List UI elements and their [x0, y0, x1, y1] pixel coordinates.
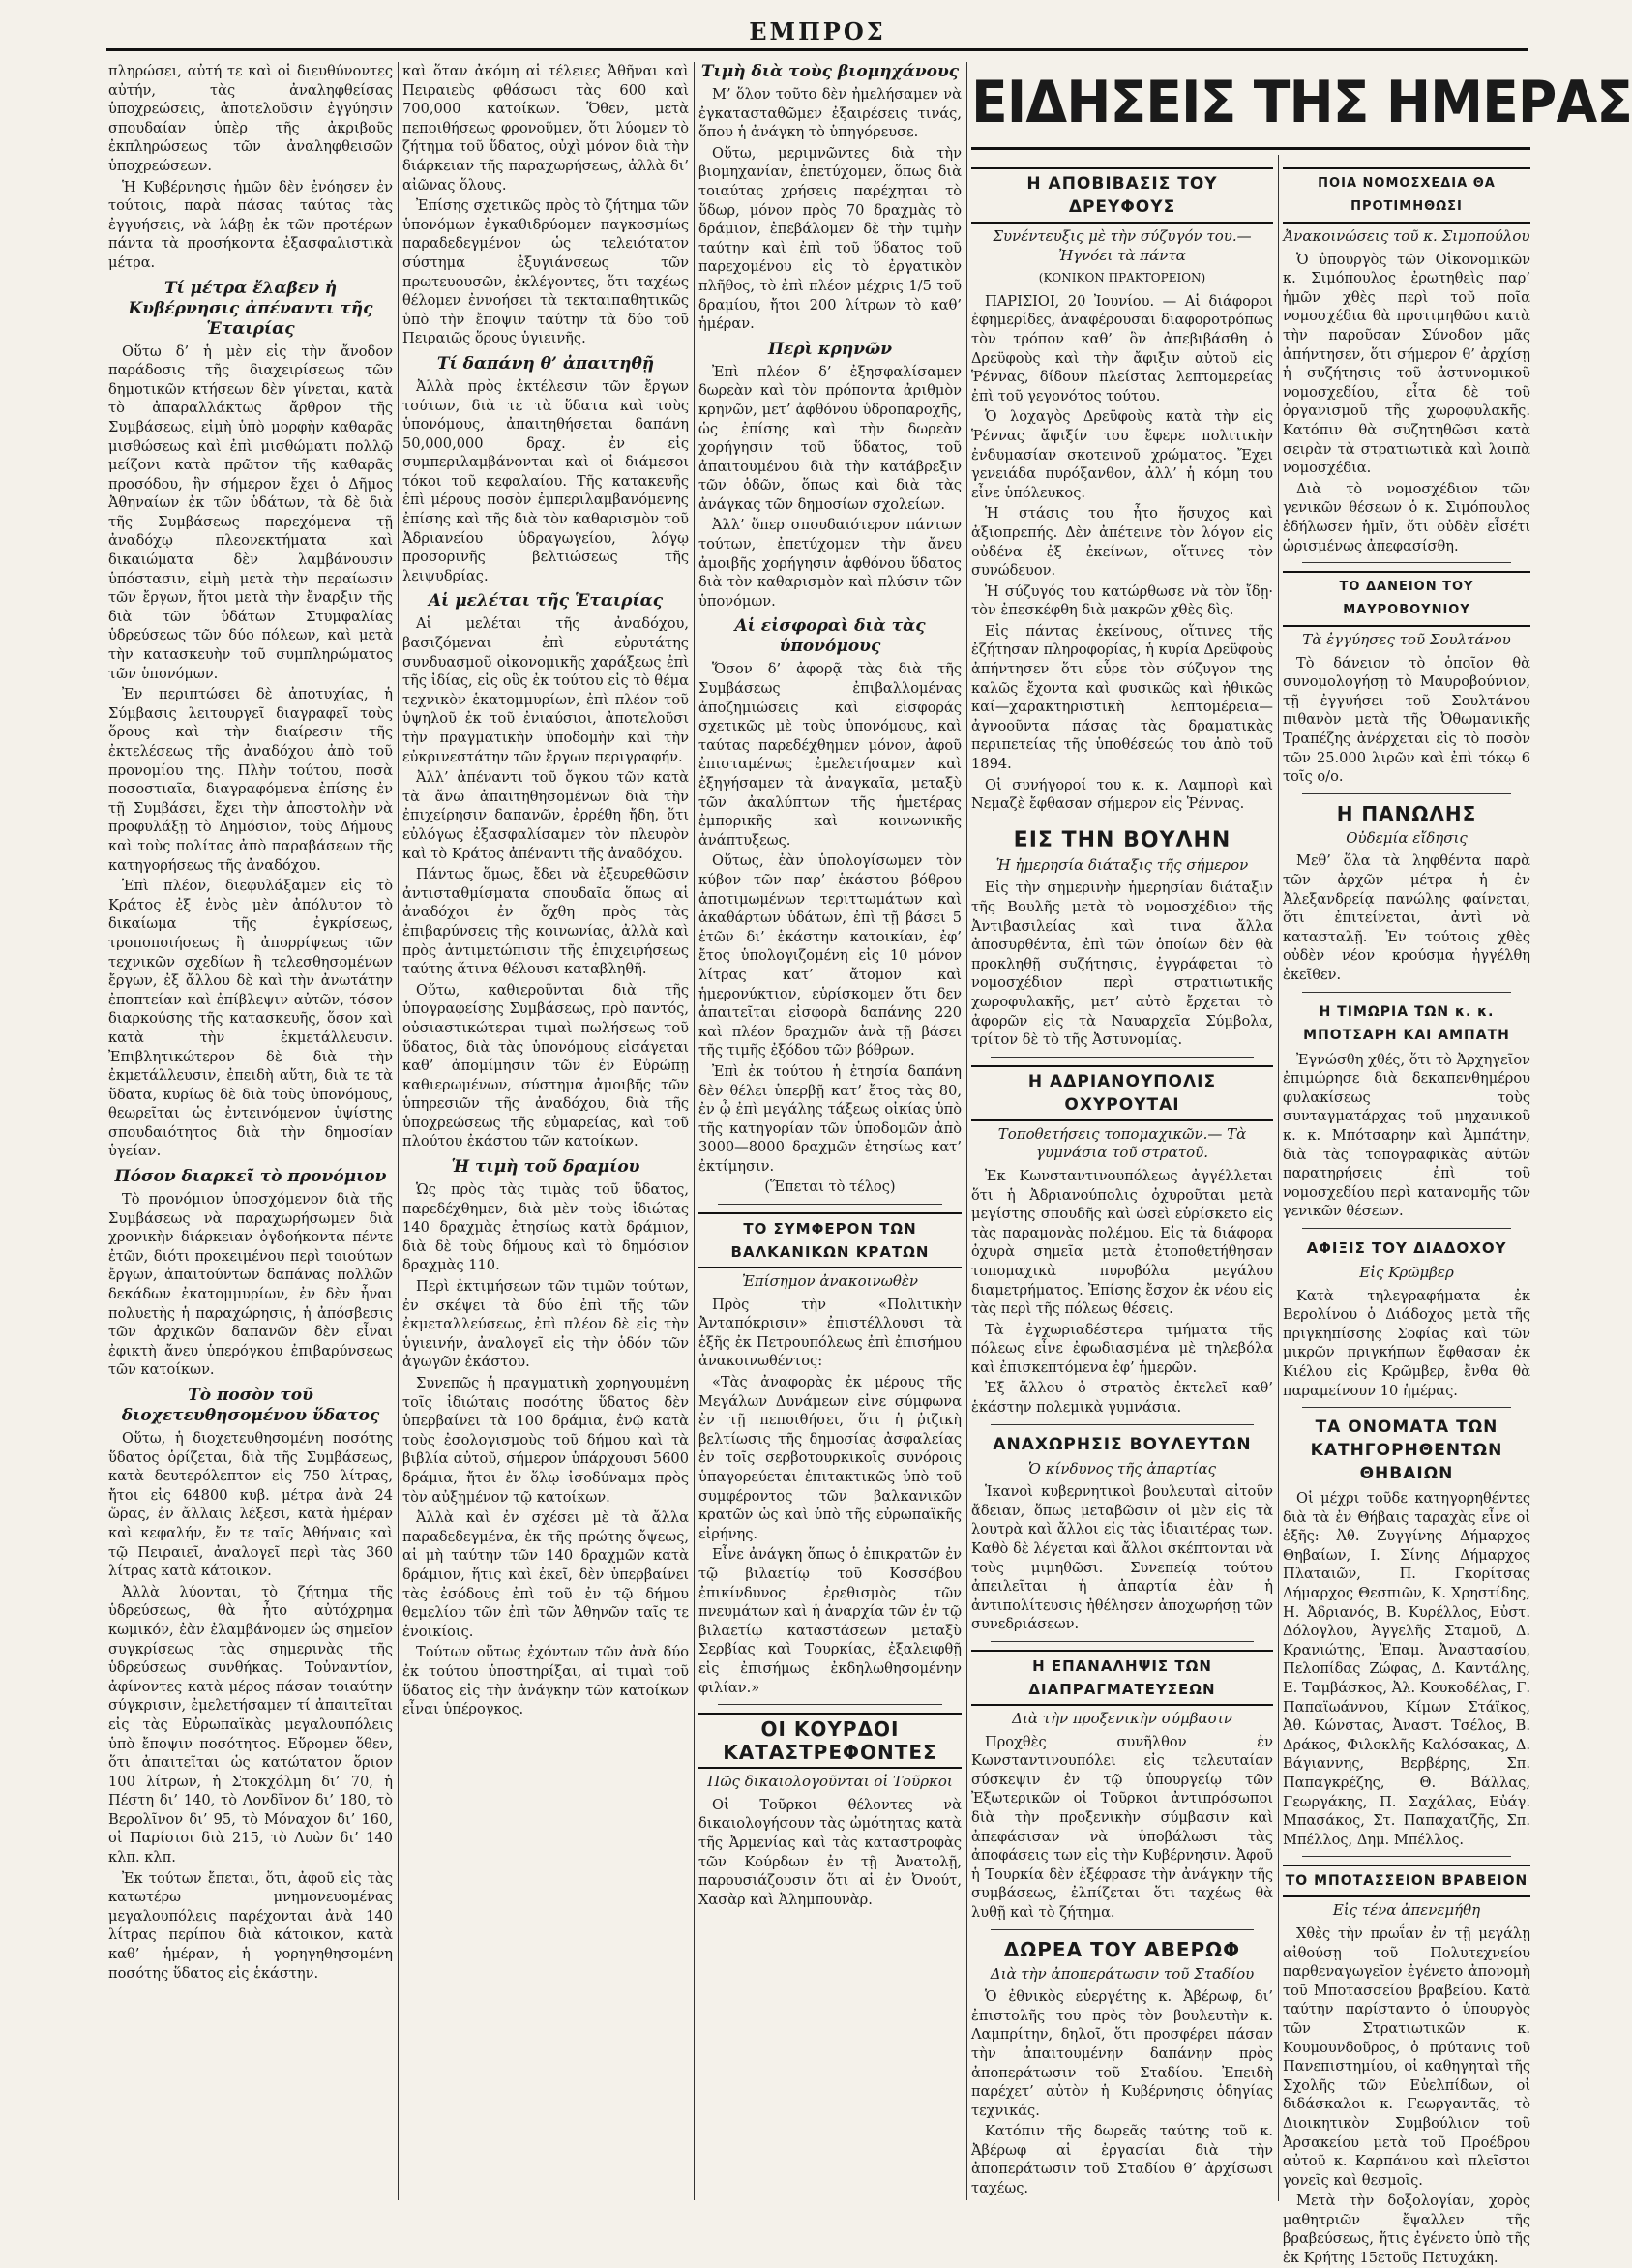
- article-source: (ΚΟΝΙΚΟΝ ΠΡΑΚΤΟΡΕΙΟΝ): [1038, 271, 1206, 285]
- article-subtitle: Ὁ κίνδυνος τῆς ἀπαρτίας: [1027, 1459, 1217, 1477]
- article-title: ΕΙΣ ΤΗΝ ΒΟΥΛΗΝ: [1013, 827, 1231, 852]
- paragraph: Ἀλλ’ ἀπέναντι τοῦ ὄγκου τῶν κατὰ τὰ ἄνω ἀπαιτηθησομένων διὰ τὴν ἐπιχείρησιν δαπανῶν, ἐρρέθη ἤδη, ὅτι εὐλόγως ἐξασφαλίσαμεν τὸν πλευρὸν καὶ τὸ Κράτος ἀπέναντι τῆς ἀναδόχου.: [402, 769, 689, 862]
- article-title: ΔΩΡΕΑ ΤΟΥ ΑΒΕΡΩΦ: [1003, 1937, 1241, 1961]
- paragraph: Εἶνε ἀνάγκη ὅπως ὁ ἐπικρατῶν ἐν τῷ βιλαετίῳ τοῦ Κοσσόβου ἐπικίνδυνος ἐρεθισμὸς τῶν πνευμάτων καὶ ἡ ἀναρχία τῶν ἐν τῷ βιλαετίῳ καταστάσεων μεταξὺ Σερβίας καὶ Τουρκίας, ἐξαλειφθῇ εἰς ἐπισήμως ἐκδηλωθησομένην φιλίαν.»: [698, 1546, 962, 1696]
- section-heading: Αἱ εἰσφοραὶ διὰ τὰς ὑπονόμους: [734, 616, 926, 657]
- paragraph: Ἐπὶ πλέον, διεφυλάξαμεν εἰς τὸ Κράτος ἐξ ἑνὸς μὲν ἀπόλυτον τὸ δικαίωμα τῆς ἐγκρίσεως, τροποποιήσεως ἢ ἀπορρίψεως τῶν τεχνικῶν σχεδίων ἢ τελεσθησομένων ἔργων, ἐξ ἄλλου δὲ καὶ τὴν ἀνωτάτην ἐποπτείαν καὶ ἐπίβλεψιν αὐτῶν, τόσον διαρκούσης τῆς κατασκευῆς, ὅσον καὶ κατὰ τὴν ἐκμετάλλευσιν. Ἐπιβλητικώτερον δὲ διὰ τὴν ἐκμετάλλευσιν, ἐπειδὴ αὕτη, διὰ τε τὰ ὕδατα, κυρίως δὲ διὰ τοὺς ὑπονόμους, θεωρεῖται ὡς ἐντεινόμενον ὑψίστης σπουδαιότητος διὰ τὴν δημοσίαν ὑγείαν.: [108, 878, 393, 1160]
- paragraph: Ὅσον δ’ ἀφορᾷ τὰς διὰ τῆς Συμβάσεως ἐπιβαλλομένας ἀποζημιώσεις καὶ εἰσφοράς σχετικῶς μὲ τοὺς ὑπονόμους, καὶ ταύτας παρεδέχθημεν μόνον, ἀφοῦ ἐπισταμένως ἐμελετήσαμεν καὶ ἐξηγήσαμεν τὰ ἀναγκαῖα, μεταξὺ τῶν ἀκαλύπτων τῆς ἡμετέρας ἐμπορικῆς καὶ κοινωνικῆς ἀνάπτυξεως.: [698, 661, 962, 849]
- divider: [1302, 1228, 1511, 1229]
- newspaper-name: ΕΜΠΡΟΣ: [749, 17, 886, 45]
- article-title: ΤΑ ΟΝΟΜΑΤΑ ΤΩΝ ΚΑΤΗΓΟΡΗΘΕΝΤΩΝ ΘΗΒΑΙΩΝ: [1310, 1418, 1503, 1484]
- paragraph: Ὁ ὑπουργὸς τῶν Οἰκονομικῶν κ. Σιμόπουλος ἐρωτηθεὶς παρ’ ἡμῶν χθὲς περὶ τοῦ ποῖα νομοσχέδια θὰ προτιμηθῶσι κατὰ τὴν παροῦσαν Σύνοδον μᾶς ἀπήντησεν, ὅτι σήμερον θ’ ἀρχίσῃ ἡ συζήτησις τοῦ ἀστυνομικοῦ νομοσχεδίου, εἶτα δὲ τοῦ ὀργανισμοῦ τῆς χωροφυλακῆς. Κατόπιν θὰ συζητηθῶσι κατὰ σειρὰν τὰ στρατιωτικὰ καὶ λοιπὰ νομοσχέδια.: [1283, 251, 1530, 477]
- column-1: [108, 62, 393, 2200]
- continued-note: (Ἕπεται τὸ τέλος): [764, 1179, 896, 1196]
- column-4: [971, 160, 1273, 2201]
- article-subtitle: Διὰ τὴν προξενικὴν σύμβασιν: [1012, 1710, 1232, 1727]
- article-title: Η ΤΙΜΩΡΙΑ ΤΩΝ κ. κ. ΜΠΟΤΣΑΡΗ ΚΑΙ ΑΜΠΑΤΗ: [1303, 1003, 1510, 1043]
- paragraph: Ἀλλὰ πρὸς ἐκτέλεσιν τῶν ἔργων τούτων, διὰ τε τὰ ὕδατα καὶ τοὺς ὑπονόμους, ἀπαιτηθήσεται δαπάνη 50,000,000 δραχ. ἐν εἰς συμπεριλαμβάνονται καὶ οἱ διάμεσοι τόκοι τοῦ κεφαλαίου. Τῆς κατακευῆς ἐπὶ μέρους ποσὸν ἐμπεριλαμβανόμενης ἐπίσης καὶ τῆς διὰ τὸν καθαρισμὸν τοῦ Ἀδριανείου ὑδραγωγείου, λόγῳ προσορινῆς βελτιώσεως τῆς λειψυδρίας.: [402, 377, 689, 584]
- paragraph: Οἱ μέχρι τοῦδε κατηγορηθέντες διὰ τὰ ἐν Θήβαις ταραχὰς εἶνε οἱ ἑξῆς: Ἀθ. Ζυγγίνης Δήμαρχος Θηβαίων, Ι. Σίνης Δήμαρχος Πλαταιῶν, Π. Γκορίτσας Δήμαρχος Θεσπιῶν, Κ. Χρηστίδης, Η. Ἀδριανός, Β. Κυρέλλος, Εὐστ. Δόλογλου, Ἀγγελῆς Σταμοῦ, Δ. Κρανιώτης, Ἐπαμ. Ἀναστασίου, Πελοπίδας Ζώφας, Δ. Καντάλης, Ε. Ταμβάσκος, Ἀλ. Κουκοδέλας, Γ. Παπαϊωάννου, Κίμων Στάϊκος, Ἀθ. Κώνστας, Ἀναστ. Τσέλος, Β. Δράκος, Φιλοκλῆς Καλόσακας, Δ. Βάγιαννης, Βερβέρης, Σπ. Παπαγκρέζης, Θ. Βάλλας, Γεωργάκης, Π. Σαχάλας, Εὐάγ. Μπασάκος, Στ. Παπαχατζῆς, Σπ. Μπέλλος, Δημ. Μπέλλος.: [1283, 1490, 1530, 1848]
- paragraph: Ἐξ ἄλλου ὁ στρατὸς ἐκτελεῖ καθ’ ἑκάστην πολεμικὰ γυμνάσια.: [971, 1380, 1273, 1417]
- article-title: ΤΟ ΔΑΝΕΙΟΝ ΤΟΥ ΜΑΥΡΟΒΟΥΝΙΟΥ: [1283, 571, 1530, 627]
- divider: [1302, 793, 1511, 794]
- article-title: ΤΟ ΣΥΜΦΕΡΟΝ ΤΩΝ ΒΑΛΚΑΝΙΚΩΝ ΚΡΑΤΩΝ: [698, 1212, 962, 1268]
- paragraph: Χθὲς τὴν πρωΐαν ἐν τῇ μεγάλῃ αἰθούσῃ τοῦ Πολυτεχνείου παρθεναγωγεῖον ἐγένετο ἀπονομὴ τοῦ Μποτασσείου βραβείου. Κατὰ ταύτην παρίσταντο ὁ ὑπουργὸς τῶν Στρατιωτικῶν κ. Κουμουνδοῦρος, ὁ πρύτανις τοῦ Πανεπιστημίου, οἱ καθηγηταὶ τῆς Σχολῆς τῶν Εὐελπίδων, οἱ διδάσκαλοι κ. Γεωργαντᾶς, τὸ Διοικητικὸν Συμβούλιον τοῦ Ἀρσακείου μετὰ τοῦ Προέδρου αὐτοῦ κ. Καρπάνου καὶ πλεῖστοι γονεῖς καὶ θεσμοῖς.: [1283, 1925, 1530, 2189]
- paragraph: Πάντως ὅμως, ἔδει νὰ ἐξευρεθῶσιν ἀντισταθμίσματα σπουδαῖα ὅπως αἱ ἀναδόχοι ἐν ὄχθη πρὸς τὰς ἐπιβαρύνσεις τῆς κοινωνίας, ἀλλὰ καὶ πρὸς ἀντιμετώπισιν τῆς ἐπιχειρήσεως ταύτης ἅτινα θέλουσι καταβληθῆ.: [402, 866, 689, 978]
- divider: [991, 1641, 1254, 1642]
- article-subtitle: Τοποθετήσεις τοπομαχικῶν.— Τὰ γυμνάσια τοῦ στρατοῦ.: [997, 1124, 1247, 1162]
- paragraph: Ἐν περιπτώσει δὲ ἀποτυχίας, ἡ Σύμβασις λειτουργεῖ διαγραφεῖ τοὺς ὅρους καὶ τὴν διαίρεσιν τῆς ἐκτελέσεως τῆς ἀναδόχου ἀπὸ τοῦ προνομίου της. Πλὴν τούτου, ποσὰ ποσοστιαῖα, διαγραφόμενα ἐπίσης ἐν τῇ Συμβάσει, ἔχει τὴν ἀποστολὴν νὰ προφυλάξῃ τὸ Δημόσιον, τοὺς Δήμους καὶ τοὺς πολίτας ἀπὸ παραβάσεων τῆς κατηγορήσεως τῆς ἀναδόχου.: [108, 686, 393, 874]
- divider: [718, 1204, 942, 1205]
- divider: [991, 1057, 1254, 1058]
- paragraph: Προχθὲς συνῆλθον ἐν Κωνσταντινουπόλει εἰς τελευταίαν σύσκεψιν ἐν τῷ ὑπουργείῳ τῶν Ἐξωτερικῶν οἱ Τοῦρκοι ἀντιπρόσωποι διὰ τὴν προξενικὴν σύμβασιν καὶ ἀπεφάσισαν νὰ ὑποβάλωσι τὰς ἀποφάσεις των εἰς τὴν Κυβέρνησιν. Ἀφοῦ ἡ Τουρκία δὲν ἐξέφρασε τὴν ἀνάγκην τῆς συμβάσεως, ἐλπίζεται ὅτι ταχέως θὰ λυθῇ καὶ τὸ ζήτημα.: [971, 1733, 1273, 1921]
- article-subtitle: Πῶς δικαιολογοῦνται οἱ Τοῦρκοι: [707, 1773, 953, 1791]
- paragraph: Τὸ προνόμιον ὑποσχόμενον διὰ τῆς Συμβάσεως νὰ παραχωρήσωμεν διὰ χρονικὴν διάρκειαν ὀγδοήκοντα πέντε ἐτῶν, διότι προκειμένου περὶ τοιούτων ἔργων, ἀπαιτούντων δαπάνας πολλῶν δεκάδων ἐκατομμυρίων, ἐν δὲν ἦναι πολυετὴς ἡ παραχώρησις, ἡ ἀπόσβεσις τῶν ἀρχικῶν δαπανῶν δὲν εἶναι ἐφικτὴ ἄνευ ὑπερόγκου ἐπιβαρύνσεως τῶν κατοίκων.: [108, 1191, 393, 1379]
- article-title: Η ΠΑΝΩΛΗΣ: [1336, 801, 1477, 825]
- paragraph: Οὕτως, ἐὰν ὑπολογίσωμεν τὸν κύβον τῶν παρ’ ἑκάστου βόθρου ἀποτιμωμένων τεριττωμάτων καὶ ἀκαθάρτων ὑδάτων, ἐπὶ τῇ βάσει 5 ἑτῶν δι’ ἑκάστην κατοικίαν, ἐφ’ ἔτος ὑπολογιζομένη εἰς 10 μόνον λίτρας κατ’ ἄτομον καὶ ἡμερονύκτιον, εὑρίσκομεν ὅτι δεν ἀπαιτεῖται εἰσφορὰ δαπάνης 220 καὶ πλέον δραχμῶν ἀνὰ τῇ βάσει τῆς τιμῆς ἐξόδου τῶν βόθρων.: [698, 852, 962, 1059]
- section-heading: Πόσον διαρκεῖ τὸ προνόμιον: [114, 1167, 387, 1187]
- paragraph: Ἀλλ’ ὅπερ σπουδαιότερον πάντων τούτων, ἐπετύχομεν τὴν ἄνευ ἀμοιβῆς χορήγησιν ἀφθόνου ὕδατος διὰ τὸν καθαρισμὸν καὶ πλύσιν τῶν ὑπονόμων.: [698, 517, 962, 610]
- section-heading: Τί δαπάνη θ’ ἀπαιτηθῇ: [436, 353, 655, 373]
- paragraph: Οἱ Τοῦρκοι θέλοντες νὰ δικαιολογήσουν τὰς ὠμότητας κατὰ τῆς Ἀρμενίας καὶ τὰς καταστροφὰς τῶν Κούρδων ἐν τῇ Ἀνατολῇ, παρουσιάζουσιν ὅτι αἱ ἐν Ὀνούτ, Χασὰρ καὶ Ἀλημπουνὰρ.: [698, 1796, 962, 1908]
- paragraph: Ἱκανοὶ κυβερνητικοὶ βουλευταὶ αἰτοῦν ἄδειαν, ὅπως μεταβῶσιν οἱ μὲν εἰς τὰ λουτρὰ καὶ ἄλλοι εἰς τὰς ἰδιαιτέρας των. Καθὸ δὲ λέγεται καὶ ἄλλοι σκέπτονται νὰ τοὺς μιμηθῶσι. Συνεπείᾳ τούτου ἀπειλεῖται ἡ ἀπαρτία ἐὰν ἡ ἀντιπολίτευσις ἠθέλησεν ἀποχωρήσῃ τῶν συνεδριάσεων.: [971, 1483, 1273, 1633]
- paragraph: Κατόπιν τῆς δωρεᾶς ταύτης τοῦ κ. Ἀβέρωφ αἱ ἐργασίαι διὰ τὴν ἀποπεράτωσιν τοῦ Σταδίου θ’ ἀρχίσωσι ταχέως.: [971, 2123, 1273, 2197]
- article-subtitle: Εἰς τένα ἀπενεμήθη: [1332, 1901, 1481, 1920]
- column-divider: [966, 62, 967, 2200]
- paragraph: Τούτων οὕτως ἐχόντων τῶν ἀνὰ δύο ἐκ τούτου ὑποστηρίξαι, αἱ τιμαὶ τοῦ ὕδατος εἰς τὴν ἀνάγκην τῶν κατοίκων εἶναι ὑπέρογκος.: [402, 1644, 689, 1718]
- article-subtitle: Εἰς Κρῶμβερ: [1359, 1263, 1454, 1281]
- section-heading: Αἱ μελέται τῆς Ἑταιρίας: [428, 591, 664, 612]
- paragraph: «Τὰς ἀναφορὰς ἐκ μέρους τῆς Μεγάλων Δυνάμεων εἰνε σύμφωνα ἐν τῇ πεποιθήσει, ὅτι ἡ ῥιζικὴ βελτίωσις τῆς δημοσίας ἀσφαλείας ἐν τοῖς σερβοτουρκικοῖς συνόροις ὑπαγορεύεται ἐπιτακτικῶς ὑπὸ τοῦ συμφέροντος τῶν βαλκανικῶν κρατῶν ὡς καὶ ὑπὸ τῆς εὐρωπαϊκῆς εἰρήνης.: [698, 1374, 962, 1542]
- article-subtitle: Ἀνακοινώσεις τοῦ κ. Σιμοπούλου: [1283, 227, 1530, 245]
- paragraph: Ἐγνώσθη χθές, ὅτι τὸ Ἀρχηγεῖον ἐπιμώρησε διὰ δεκαπενθημέρου φυλακίσεως τοὺς συνταγματάρχας τοῦ μηχανικοῦ κ. κ. Μπότσαρην καὶ Ἀμπάτην, διὰ τὰς τοπογραφικὰς αὐτῶν παρατηρήσεις ἐπὶ τοῦ νομοσχεδίου περὶ κατανομῆς τῶν γενικῶν θέσεων.: [1283, 1051, 1530, 1220]
- paragraph: Ἐκ τούτων ἔπεται, ὅτι, ἀφοῦ εἰς τὰς κατωτέρω μνημονευομένας μεγαλουπόλεις παρέχονται ἀνὰ 140 λίτρας περίπου διὰ κάτοικον, κατὰ καθ’ ἡμέραν, ἡ γορηγηθησομένη ποσότης ὕδατος εἰς ἑκάστην.: [108, 1869, 393, 1982]
- paragraph: Αἱ μελέται τῆς ἀναδόχου, βασιζόμεναι ἐπὶ εὐρυτάτης συνδυασμοῦ οἰκονομικῆς χαράξεως ἐπὶ τῆς ἰδίας, εἰς οὓς ἐκ τούτου εἰς τὸ θέμα τεχνικὸν ἑκατομμυρίων, ἐπὶ πλέον τοῦ ὑψηλοῦ ἐκ τοῦ ἐνιαύσιοι, ἀποτελοῦσι τὴν πραγματικὴν ὑποδομὴν καὶ τὴν εὐκρινεστάτην τῶν ἔργων περιγραφήν.: [402, 615, 689, 765]
- paragraph: Πρὸς τὴν «Πολιτικὴν Ἀνταπόκρισιν» ἐπιστέλλουσι τὰ ἑξῆς ἐκ Πετρουπόλεως ἐπὶ ἐπισήμου ἀνακοινωθέντος:: [698, 1296, 962, 1370]
- paragraph: Ὡς πρὸς τὰς τιμὰς τοῦ ὕδατος, παρεδέχθημεν, διὰ μὲν τοὺς ἰδιώτας 140 δραχμὰς ἐτησίως κατὰ δράμιον, διὰ δὲ τοὺς δήμους καὶ τὸ δημόσιον δραχμὰς 110.: [402, 1181, 689, 1274]
- divider: [1302, 992, 1511, 993]
- article-title: ΑΦΙΞΙΣ ΤΟΥ ΔΙΑΔΟΧΟΥ: [1306, 1238, 1507, 1257]
- paragraph: Εἰς πάντας ἐκείνους, οἵτινες τῆς ἐζήτησαν πληροφορίας, ἡ κυρία Δρεϋφοὺς ἀπήντησεν ὅτι εὗρε τὸν σύζυγον της καλῶς ἔχοντα καὶ φυσικῶς καὶ ἠθικῶς καί—χαρακτηριστικὴ λεπτομέρεια—ἀγνοοῦντα πάσας τὰς δραματικὰς περιπετείας τῆς ὑποθέσεώς του ἀπὸ τοῦ 1894.: [971, 622, 1273, 773]
- paragraph: Ὁ λοχαγὸς Δρεϋφοὺς κατὰ τὴν εἰς Ῥέννας ἄφιξίν του ἔφερε πολιτικὴν ἐνδυμασίαν σκοτεινοῦ χρώματος. Ἔχει γενειάδα πυρόξανθον, ἀλλ’ ἡ κόμη του εἶνε ὑπόλευκος.: [971, 408, 1273, 501]
- article-title: ΟΙ ΚΟΥΡΔΟΙ ΚΑΤΑΣΤΡΕΦΟΝΤΕΣ: [698, 1713, 962, 1769]
- paragraph: Ἡ Κυβέρνησις ἡμῶν δὲν ἐνόησεν ἐν τούτοις, παρὰ πάσας ταύτας τὰς ἐγγυήσεις, νὰ λάβῃ ἐκ τῶν προτέρων πάντα τὰ προσήκοντα ἐξασφαλιστικὰ μέτρα.: [108, 178, 393, 271]
- section-heading: Περὶ κρηνῶν: [767, 339, 893, 359]
- paragraph: Συνεπῶς ἡ πραγματικὴ χορηγουμένη τοῖς ἰδιώταις ποσότης ὕδατος δὲν ὑπερβαίνει τὰ 100 δράμια, ἐνῷ κατὰ τοὺς ἐσολογισμοὺς τοῦ δήμου καὶ τὰ βιβλία αὐτοῦ, σήμερον ὑπάρχουσι 5600 δράμια, ἤτοι ἐν ὅλῳ ἰσοδύναμα πρὸς τὸν αὐξημένον τῷ κατοίκων.: [402, 1375, 689, 1506]
- paragraph: Μετὰ τὴν δοξολογίαν, χορὸς μαθητριῶν ἔψαλλεν τῆς βραβεύσεως, ἥτις ἐγένετο ὑπὸ τῆς ἐκ Κρήτης 15ετοῦς Πετυχάκη.: [1283, 2193, 1530, 2267]
- paragraph: Ἐπίσης σχετικῶς πρὸς τὸ ζήτημα τῶν ὑπονόμων ἐγκαθιδρύομεν παγκοσμίως παραδεδεγμένον ὡς τελειότατον σύστημα ἐξυγιάνσεως τῶν πρωτευουσῶν, ἐκλέγοντες, ὅτι ταχέως θέλομεν ἐννοήσει τὰ τεκταιπαθητικῶς ὑπὸ τὴν ἔποψιν ταύτην τὰ δύο τοῦ Πειραιῶς ὅρους ὑγιεινῆς.: [402, 197, 689, 347]
- paragraph: Ὁ ἐθνικὸς εὐεργέτης κ. Ἀβέρωφ, δι’ ἐπιστολῆς του πρὸς τὸν βουλευτὴν κ. Λαμπρίτην, δηλοῖ, ὅτι προσφέρει πάσαν τὴν ἀπαιτουμένην δαπάνην πρὸς ἀποπεράτωσιν τοῦ Σταδίου. Ἐπειδὴ παρέχετ’ αὐτὸν ἡ Κυβέρνησις ὁδηγίας τεχνικάς.: [971, 1988, 1273, 2119]
- divider: [1302, 1407, 1511, 1408]
- column-divider: [1278, 155, 1279, 2201]
- section-heading: Τὸ ποσὸν τοῦ διοχετευθησομένου ὕδατος: [121, 1386, 380, 1425]
- paragraph: Περὶ ἐκτιμήσεων τῶν τιμῶν τούτων, ἐν σκέψει τὰ δύο ἐπὶ τῆς τῶν ἐκμεταλλεύσεως, ἐπὶ πλέον δὲ εἰς τὴν ὑγιεινήν, ἀναλογεῖ εἰς τὴν ὁδόν τῶν ἀγωγῶν ἐκάστου.: [402, 1278, 689, 1371]
- article-title: Η ΑΔΡΙΑΝΟΥΠΟΛΙΣ ΟΧΥΡΟΥΤΑΙ: [971, 1065, 1273, 1121]
- paragraph: Ἐπὶ ἐκ τούτου ἡ ἐτησία δαπάνη δὲν θέλει ὑπερβῇ κατ’ ἔτος τὰς 80, ἐν ᾧ ἐπὶ μεγάλης τάξεως οἰκίας ὑπὸ τῆς κατηγορίαν τῶν ὑποδομῶν ἀπὸ 3000—8000 δραχμῶν ἐτησίως κατ’ ἐκτίμησιν.: [698, 1062, 962, 1175]
- section-heading: Τί μέτρα ἔλαβεν ἡ Κυβέρνησις ἀπέναντι τῆς Ἑταιρίας: [128, 278, 373, 339]
- article-subtitle: Οὐδεμία εἴδησις: [1346, 828, 1468, 847]
- paragraph: Οὕτω, μεριμνῶντες διὰ τὴν βιομηχανίαν, ἐπετύχομεν, ὅπως διὰ τοιαύτας χρήσεις παρέχηται τὸ ὕδωρ, μόνον πρὸς 70 δραχμὰς τὸ δράμιον, ἐπεβάλομεν δὲ τὴν τιμὴν ταύτην καὶ ἐπὶ τοῦ ὕδατος τοῦ παρεχομένου εἰς τὸ ἐργατικὸν πλῆθος, τὸ ἐπὶ πλέον μέχρις 1/5 τοῦ δραμίου, ἤτοι 200 λίτρων τὸ καθ’ ἡμέραν.: [698, 144, 962, 333]
- article-title: Η ΑΠΟΒΙΒΑΣΙΣ ΤΟΥ ΔΡΕΥΦΟΥΣ: [971, 167, 1273, 224]
- paragraph: Μεθ’ ὅλα τὰ ληφθέντα παρὰ τῶν ἀρχῶν μέτρα ἡ ἐν Ἀλεξανδρείᾳ πανώλης φαίνεται, ὅτι ἐπιτείνεται, ἀντὶ νὰ κατασταλῇ. Ἐν τούτοις χθὲς οὐδὲν νέον κρούσμα ἠγγέλθη ἐκεῖθεν.: [1283, 852, 1530, 983]
- paragraph: Τὰ ἐγχωριαδέστερα τμήματα τῆς πόλεως εἶνε ἐφωδιασμένα μὲ τηλεβόλα καὶ ἐπισκεπτόμενα ἐφ’ ἡμερῶν.: [971, 1321, 1273, 1376]
- column-2: [402, 62, 689, 2200]
- column-5: [1283, 160, 1530, 2267]
- section-banner: ΕΙΔΗΣΕΙΣ ΤΗΣ ΗΜΕΡΑΣ: [971, 69, 1632, 136]
- divider: [718, 1704, 942, 1705]
- divider: [991, 1929, 1254, 1930]
- paragraph: Ἀλλὰ καὶ ἐν σχέσει μὲ τὰ ἄλλα παραδεδεγμένα, ἐκ τῆς πρώτης ὄψεως, αἱ μὴ ταύτην τῶν 140 δραχμῶν κατὰ δράμιον, ἥτις καὶ ἐκεῖ, δὲν ὑπερβαίνει τὰς ἐσόδους ἐπὶ τοῦ ἐν τῷ δήμου θεμελίου τῶν ἐπὶ τῶν Ἀθηνῶν ταῖς τε ἐνοικίοις.: [402, 1509, 689, 1640]
- paragraph: Διὰ τὸ νομοσχέδιον τῶν γενικῶν θέσεων ὁ κ. Σιμόπουλος ἐδήλωσεν ἡμῖν, ὅτι οὐδὲν εἶσέτι ὡρισμένως ἀπεφασίσθη.: [1283, 480, 1530, 554]
- divider: [1302, 562, 1511, 563]
- article-title: ΠΟΙΑ ΝΟΜΟΣΧΕΔΙΑ ΘΑ ΠΡΟΤΙΜΗΘΩΣΙ: [1283, 167, 1530, 224]
- article-subtitle: Τὰ ἐγγύησες τοῦ Σουλτάνου: [1302, 631, 1511, 649]
- section-heading: Ἡ τιμὴ τοῦ δραμίου: [451, 1157, 640, 1178]
- section-heading: Τιμὴ διὰ τοὺς βιομηχάνους: [700, 62, 960, 81]
- article-subtitle: Ἐπίσημον ἀνακοινωθὲν: [741, 1272, 919, 1291]
- paragraph: Οἱ συνήγοροί του κ. κ. Λαμπορὶ καὶ Νεμαζὲ ἔφθασαν σήμερον εἰς Ῥέννας.: [971, 776, 1273, 813]
- column-3: [698, 62, 962, 2200]
- masthead-rule: [106, 48, 1528, 51]
- paragraph: Οὕτω, ἡ διοχετευθησομένη ποσότης ὕδατος ὁρίζεται, διὰ τῆς Συμβάσεως, κατὰ δευτερόλεπτον εἰς 750 λίτρας, ἤτοι εἰς 64800 κυβ. μέτρα ἀνὰ 24 ὥρας, ἐν ἄλλαις λέξεσι, κατὰ ἡμέραν καὶ κεφαλήν, ἔν τε ταῖς Ἀθήναις καὶ τῷ Πειραιεῖ, ἀναλογεῖ περὶ τὰς 360 λίτρας κατὰ κάτοικον.: [108, 1430, 393, 1580]
- article-subtitle: Ἡ ἡμερησία διάταξις τῆς σήμερον: [995, 855, 1249, 874]
- paragraph: Ἡ σύζυγός του κατώρθωσε νὰ τὸν ἴδῃ· τὸν ἐπεσκέφθη διὰ μακρῶν χθὲς δὶς.: [971, 582, 1273, 619]
- divider: [991, 1424, 1254, 1425]
- divider: [1302, 1856, 1511, 1857]
- paragraph: Εἰς τὴν σημερινὴν ἡμερησίαν διάταξιν τῆς Βουλῆς μετὰ τὸ νομοσχέδιον τῆς Ἀντιβασιλείας καὶ τινα ἄλλα ἀποσυρθέντα, ἐπὶ τῶν ὁποίων δὲν θὰ προκληθῇ συζήτησις, ἐγγράφεται τὸ νομοσχέδιον περὶ στρατιωτικῆς χωροφυλακῆς, μετ’ αὐτὸ ἔρχεται τὸ ἀφορῶν εἰς τὰ Ναυαρχεῖα Σύμβολα, τρίτον δὲ τὸ τῆς Ἀστυνομίας.: [971, 880, 1273, 1049]
- paragraph: Τὸ δάνειον τὸ ὁποῖον θὰ συνομολογήσῃ τὸ Μαυροβούνιον, τῇ ἐγγυήσει τοῦ Σουλτάνου πιθανὸν μετὰ τῆς Ὀθωμανικῆς Τραπέζης ἀνέρχεται εἰς τὸ ποσὸν τῶν 25.000 λιρῶν καὶ ἐπὶ τόκῳ 6 τοῖς ο/ο.: [1283, 654, 1530, 786]
- paragraph: πληρώσει, αὐτή τε καὶ οἱ διευθύνοντες αὐτήν, τὰς ἀναληφθείσας ὑποχρεώσεις, ἀποτελοῦσιν ἐγγύησιν σπουδαίαν ὑπὲρ τῆς ἀκριβοῦς ἐκπληρώσεως τῶν ἀναληφθεισῶν ὑποχρεώσεων.: [108, 63, 393, 174]
- paragraph: Κατὰ τηλεγραφήματα ἐκ Βερολίνου ὁ Διάδοχος μετὰ τῆς πριγκηπίσσης Σοφίας καὶ τῶν μικρῶν πριγκήπων ἔφθασαν ἐκ Κιέλου εἰς Κρῶμβερ, ἔνθα θὰ παραμείνουν 10 ἡμέρας.: [1283, 1287, 1530, 1399]
- article-title: ΑΝΑΧΩΡΗΣΙΣ ΒΟΥΛΕΥΤΩΝ: [993, 1434, 1252, 1454]
- paragraph: Ἐκ Κωνσταντινουπόλεως ἀγγέλλεται ὅτι ἡ Ἀδριανούπολις ὀχυροῦται μετὰ μεγίστης σπουδῆς καὶ ὡσεὶ εὑρίσκετο εἰς τὰς παραμονὰς πολέμου. Εἰς τὰ διάφορα ὀχυρὰ σημεῖα μετὰ ἐτοποθετήθησαν τοπομαχικὰ πυροβόλα μεγάλου διαμετρήματος. Ἐπίσης ἔσχον ἐκ νέου εἰς τὰς περὶ τῆς πόλεως θέσεις.: [971, 1167, 1273, 1318]
- paragraph: Οὕτω δ’ ἡ μὲν εἰς τὴν ἄνοδον παράδοσις τῆς διαχειρίσεως τῶν δημοτικῶν κτήσεων δὲν γίνεται, κατὰ τὸ ἀπαραλλάκτως ἄρθρον τῆς Συμβάσεως, εἰμὴ ὑπὸ μορφὴν καθαρᾶς μισθώσεως καὶ ἐπὶ μισθώματι πολλῷ μείζονι κατὰ πρῶτον τῆς καθαρᾶς προσόδου, ἣν σήμερον ἔχει ὁ Δῆμος Ἀθηναίων ἐκ τῶν ὑδάτων, τὰ δὲ διὰ τῆς Συμβάσεως παρεχόμενα τῇ ἀναδόχῳ πλεονεκτήματα καὶ δικαιώματα δὲν λαμβάνουσιν ὑπόστασιν, εἰμὴ μετὰ τὴν περαίωσιν τῶν ἔργων, ἥτοι μετὰ τὴν ἔναρξιν τῆς διὰ τῶν ὑδάτων Στυμφαλίας ὑδρεύσεως τῶν δύο πόλεων, καὶ μετὰ τὴν κατασκευὴν τοῦ συμπληρώματος τῶν ὑπονόμων.: [108, 343, 393, 682]
- article-title: ΤΟ ΜΠΟΤΑΣΣΕΙΟΝ ΒΡΑΒΕΙΟΝ: [1283, 1865, 1530, 1897]
- article-title: Η ΕΠΑΝΑΛΗΨΙΣ ΤΩΝ ΔΙΑΠΡΑΓΜΑΤΕΥΣΕΩΝ: [971, 1650, 1273, 1706]
- paragraph: Οὕτω, καθιεροῦνται διὰ τῆς ὑπογραφείσης Συμβάσεως, πρὸ παντός, οὐσιαστικώτεραι τιμαὶ πωλήσεως τοῦ ὕδατος, διὰ τὰς ὑπονόμους εἰσάγεται καθ’ ἀπομίμησιν τῶν ἐν Εὐρώπῃ καθιερωμένων, σύστημα ἀμοιβῆς τῶν ὑπηρεσιῶν τῆς ἀναδόχου, διὰ τῆς ὑποχρεώσεως τῆς εὐμαρείας, καὶ τοῦ πλούτου ἐκάστου τῶν κατοίκων.: [402, 981, 689, 1150]
- paragraph: καὶ ὅταν ἀκόμη αἱ τέλειες Ἀθῆναι καὶ Πειραιεὺς φθάσωσι τὰς 600 καὶ 700,000 κατοίκων. Ὅθεν, μετὰ πεποιθήσεως φρονοῦμεν, ὅτι λύομεν τὸ ζήτημα τοῦ ὕδατος, οὐχὶ μόνον διὰ τὴν διάρκειαν τῆς παραχωρήσεως, ἀλλὰ δι’ αἰῶνας ὅλους.: [402, 63, 689, 194]
- article-subtitle: Συνέντευξις μὲ τὴν σύζυγόν του.— Ἠγνόει τὰ πάντα: [993, 227, 1252, 264]
- article-subtitle: Διὰ τὴν ἀποπεράτωσιν τοῦ Σταδίου: [990, 1964, 1255, 1983]
- paragraph: Μ’ ὅλον τοῦτο δὲν ἠμελήσαμεν νὰ ἐγκατασταθῶμεν ἐξαιρέσεις τινάς, ὅπου ἡ ἀνάγκη τὸ ὑπηγόρευσε.: [698, 86, 962, 141]
- paragraph: ΠΑΡΙΣΙΟΙ, 20 Ἰουνίου. — Αἱ διάφοροι ἐφημερίδες, ἀναφέρουσαι διαφοροτρόπως τὸν τρόπον καθ’ ὃν ἀπεβιβάσθη ὁ Δρεϋφοὺς καὶ τὴν ἄφιξιν αὐτοῦ εἰς Ῥέννας, δίδουν πλείστας λεπτομερείας ἐπὶ τοῦ γεγονότος τούτου.: [971, 292, 1273, 404]
- paragraph: Ἐπὶ πλέον δ’ ἐξησφαλίσαμεν δωρεὰν καὶ τὸν πρόποντα ἀριθμὸν κρηνῶν, μετ’ ἀφθόνου ὑδροπαροχῆς, ὡς ἐπίσης καὶ τὴν δωρεὰν χορήγησιν τοῦ ὕδατος, τοῦ ἀπαιτουμένου διὰ τὴν κατάβρεξιν τῶν ὁδῶν, ὅπως καὶ διὰ τὰς ἀνάγκας τῶν δημοσίων σχολείων.: [698, 363, 962, 513]
- column-divider: [398, 62, 399, 2200]
- banner-rule: [971, 147, 1530, 150]
- column-divider: [694, 62, 695, 2200]
- paragraph: Ἀλλὰ λύονται, τὸ ζήτημα τῆς ὑδρεύσεως, θὰ ἦτο αὐτόχρημα κωμικόν, ἐὰν ἐλαμβάνομεν ὡς σημεῖον συγκρίσεως τὰς σημερινὰς τῆς ὑδρεύσεως συνθήκας. Τοὐναντίον, ἀφίνοντες κατὰ μέρος πάσαν τοιαύτην σύγκρισιν, ἐμελετήσαμεν τί ἀπαιτεῖται εἰς τὰς Εὐρωπαϊκὰς μεγαλουπόλεις ὑπὸ ἔποψιν ποσότητος. Εὕρομεν ὅθεν, ὅτι ἀπαιτεῖται ὡς κατώτατον ὅριον 100 λίτρων, ἡ Στοκχόλμη δι’ 70, ἡ Πέστη δι’ 140, τὸ Λονδῖνον δι’ 180, τὸ Βερολῖνον δι’ 95, τὸ Μόναχον δι’ 160, οἱ Παρίσιοι διὰ 215, τὸ Λυὼν δι’ 140 κλπ. κλπ.: [108, 1583, 393, 1866]
- paragraph: Ἡ στάσις του ἦτο ἥσυχος καὶ ἀξιοπρεπής. Δὲν ἀπέτεινε τὸν λόγον εἰς οὐδένα ἐξ ἐκείνων, οἵτινες τὸν συνώδευον.: [971, 505, 1273, 580]
- masthead: [106, 17, 1528, 46]
